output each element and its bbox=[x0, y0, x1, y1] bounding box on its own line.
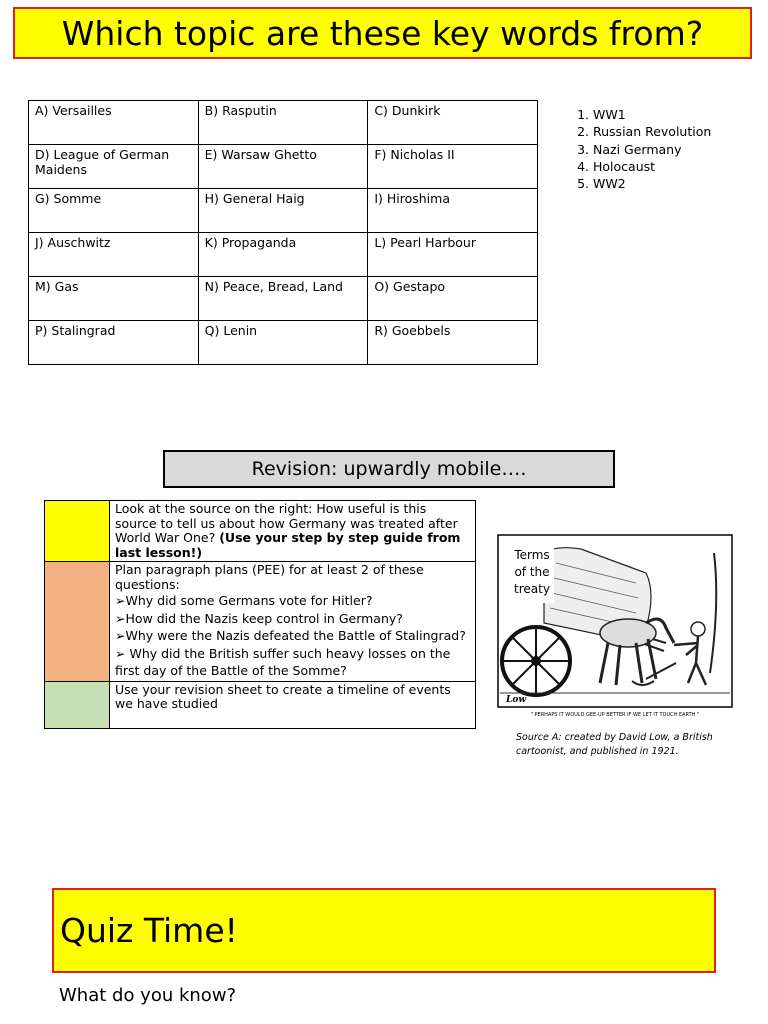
keyword-cell: A) Versailles bbox=[29, 101, 199, 145]
topics-list bbox=[573, 106, 711, 192]
keyword-cell: R) Goebbels bbox=[368, 321, 538, 365]
keyword-cell: G) Somme bbox=[29, 189, 199, 233]
task-row-green bbox=[45, 681, 476, 728]
keywords-table bbox=[28, 100, 538, 365]
keyword-cell: L) Pearl Harbour bbox=[368, 233, 538, 277]
task-color-swatch bbox=[45, 562, 110, 682]
question-bullet: ➢How did the Nazis keep control in Germany? bbox=[115, 610, 403, 626]
keyword-cell: I) Hiroshima bbox=[368, 189, 538, 233]
keyword-cell: N) Peace, Bread, Land bbox=[198, 277, 368, 321]
revision-tasks-table bbox=[44, 500, 476, 729]
cartoon-label-line: Terms bbox=[514, 548, 550, 562]
keyword-cell: C) Dunkirk bbox=[368, 101, 538, 145]
task-text bbox=[110, 562, 476, 682]
task-text bbox=[110, 501, 476, 562]
cartoon-signature: Low bbox=[506, 695, 527, 705]
question-bullet: ➢Why did some Germans vote for Hitler? bbox=[115, 593, 373, 608]
task-text: Use your revision sheet to create a timeline of events we have studied bbox=[110, 681, 476, 728]
topic-item: 3. Nazi Germany bbox=[593, 141, 711, 158]
keyword-cell: D) League of German Maidens bbox=[29, 145, 199, 189]
keyword-cell: K) Propaganda bbox=[198, 233, 368, 277]
keyword-cell: E) Warsaw Ghetto bbox=[198, 145, 368, 189]
keyword-cell: M) Gas bbox=[29, 277, 199, 321]
keyword-cell: F) Nicholas II bbox=[368, 145, 538, 189]
question-bullet: ➢ Why did the British suffer such heavy losses on the first day of the Battle of the Somme? bbox=[115, 645, 451, 678]
keyword-cell: O) Gestapo bbox=[368, 277, 538, 321]
keyword-cell: H) General Haig bbox=[198, 189, 368, 233]
topic-item: 4. Holocaust bbox=[593, 158, 711, 175]
task-text-main: Plan paragraph plans (PEE) for at least 2 of these questions: bbox=[115, 562, 424, 592]
keyword-cell: Q) Lenin bbox=[198, 321, 368, 365]
source-caption: Source A: created by David Low, a British cartoonist, and published in 1921. bbox=[516, 732, 713, 757]
topic-item: 1. WW1 bbox=[593, 106, 711, 123]
revision-heading: Revision: upwardly mobile…. bbox=[163, 450, 615, 488]
keyword-cell: J) Auschwitz bbox=[29, 233, 199, 277]
cartoon-label-line: treaty bbox=[514, 582, 550, 596]
task-text-main: Look at the source on the right: How useful is this source to tell us about how Germany was treated after World War One? bbox=[115, 501, 458, 545]
table-row bbox=[29, 189, 538, 233]
table-row bbox=[29, 321, 538, 365]
source-cartoon bbox=[496, 533, 734, 719]
task-row-yellow bbox=[45, 501, 476, 562]
task-text-bold: (Use your step by step guide from last lesson!) bbox=[115, 530, 461, 560]
table-row bbox=[29, 145, 538, 189]
task-color-swatch bbox=[45, 501, 110, 562]
cartoon-label-line: of the bbox=[514, 565, 550, 579]
table-row bbox=[29, 233, 538, 277]
keyword-cell: B) Rasputin bbox=[198, 101, 368, 145]
cartoon-caption: " PERHAPS IT WOULD GEE-UP BETTER IF WE LET IT TOUCH EARTH " bbox=[530, 712, 700, 718]
page-title: Which topic are these key words from? bbox=[13, 7, 752, 59]
quiz-subtitle: What do you know? bbox=[59, 985, 237, 1006]
quiz-title: Quiz Time! bbox=[52, 888, 716, 973]
table-row bbox=[29, 101, 538, 145]
topic-item: 2. Russian Revolution bbox=[593, 123, 711, 140]
keyword-cell: P) Stalingrad bbox=[29, 321, 199, 365]
question-bullet: ➢Why were the Nazis defeated the Battle of Stalingrad? bbox=[115, 628, 466, 643]
task-color-swatch bbox=[45, 681, 110, 728]
table-row bbox=[29, 277, 538, 321]
task-row-orange bbox=[45, 562, 476, 682]
topic-item: 5. WW2 bbox=[593, 175, 711, 192]
